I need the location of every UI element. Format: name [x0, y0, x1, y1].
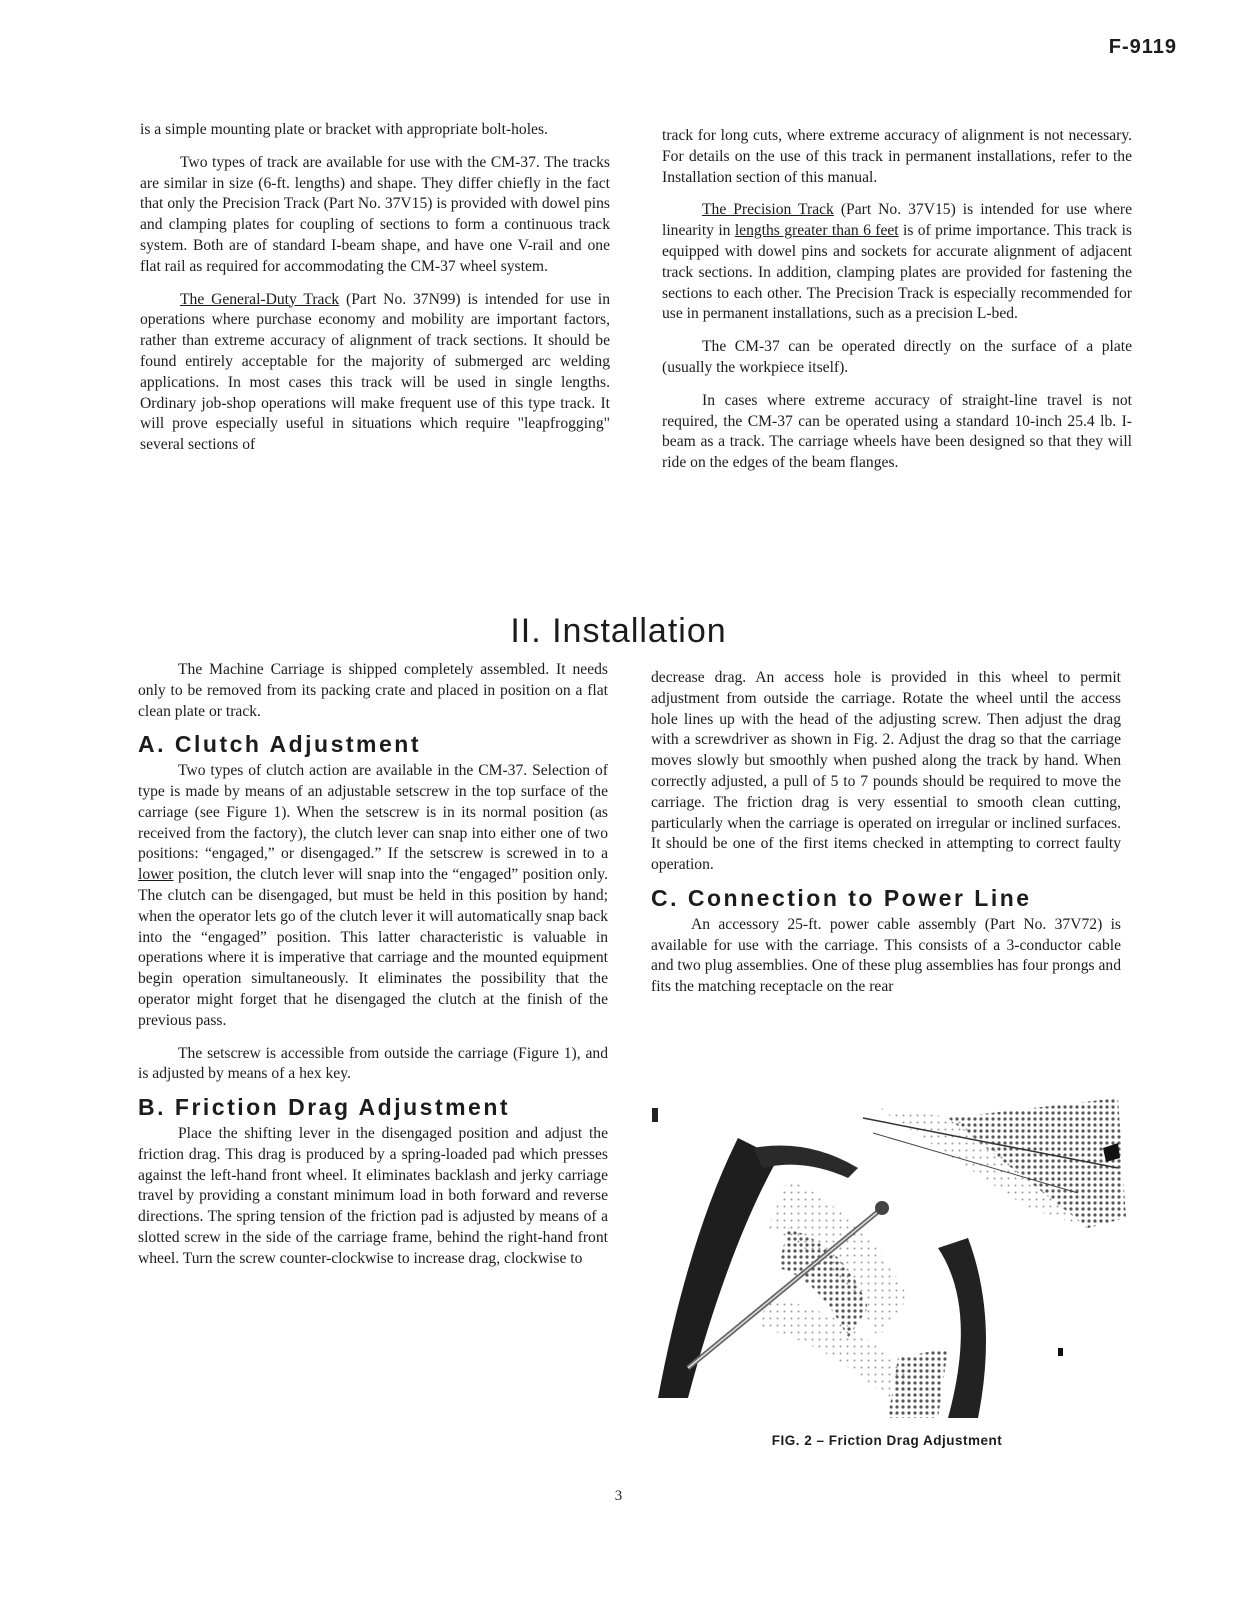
paragraph: Two types of track are available for use with the CM-37. The tracks are similar in size (6-ft. lengths) and shape. They differ chiefly in the fact that only the Precision Track (Part No. 37V15) is provided with dowel pins and clamping plates for coupling of sections to form a continuous track system. Both are of standard I-beam shape, and have one V-rail and one flat rail as required for accommodating the CM-37 wheel system.	[140, 153, 610, 275]
paragraph	[138, 761, 608, 1031]
section-title: II. Installation	[510, 612, 727, 650]
emphasis-text: lower	[138, 866, 174, 884]
paragraph	[140, 290, 610, 456]
paragraph: is a simple mounting plate or bracket with appropriate bolt-holes.	[140, 121, 548, 138]
general-duty-track-title: The General-Duty Track	[180, 290, 340, 308]
paragraph-text: (Part No. 37N99) is intended for use in operations where purchase economy and mobility are important factors, rather than extreme accuracy of alignment of track sections. It should be found entirely acceptable for the majority of submerged arc welding applications. In most cases this track will be used in single lengths. Ordinary job-shop operations will make frequent use of this type track. It will prove especially useful in situations which require "leapfrogging" several sections of	[140, 290, 611, 454]
figure-caption: FIG. 2 – Friction Drag Adjustment	[771, 1433, 1003, 1448]
paragraph-text: position, the clutch lever will snap into the “engaged” position only. The clutch can be disengaged, but must be held in this position by hand; when the operator lets go of the clutch lever it will automatically snap back into the “engaged” position. This latter characteristic is valuable in operations where it is imperative that carriage and the mounted equipment begin operation simultaneously. It eliminates the possibility that the operator might forget that he disengaged the clutch at the finish of the previous pass.	[138, 866, 608, 1029]
paragraph-text: (Part No. 37V15) is intended for use where linearity in	[662, 201, 1132, 240]
top-right-column	[662, 126, 1132, 486]
friction-drag-photo	[648, 1098, 1126, 1428]
paragraph	[662, 200, 1132, 325]
paragraph-text: Two types of clutch action are available in the CM-37. Selection of type is made by means of an adjustable setscrew in the top surface of the carriage (see Figure 1). When the setscrew is in its normal position (as received from the factory), the clutch lever can snap into either one of two positions: “engaged,” or disengaged.” If the setscrew is screwed in to a	[138, 762, 608, 863]
paragraph: In cases where extreme accuracy of straight-line travel is not required, the CM-37 can be operated using a standard 10-inch 25.4 lb. I-beam as a track. The carriage wheels have been designed so that they will ride on the edges of the beam flanges.	[662, 391, 1132, 472]
power-line-heading: C. Connection to Power Line	[651, 884, 1032, 911]
top-left-column	[140, 120, 610, 468]
bottom-right-column	[651, 668, 1121, 1010]
friction-drag-heading: B. Friction Drag Adjustment	[138, 1094, 511, 1121]
paragraph-text: is of prime importance. This track is equipped with dowel pins and sockets for accurate alignment of adjacent track sections. In addition, clamping plates are provided for fastening the sections to each other. The Precision Track is especially recommended for use in permanent installations, such as a precision L-bed.	[662, 222, 1132, 323]
clutch-adjustment-heading: A. Clutch Adjustment	[138, 731, 421, 758]
photo-illustration	[648, 1098, 1126, 1428]
paragraph: The Machine Carriage is shipped completely assembled. It needs only to be removed from its packing crate and placed in position on a flat clean plate or track.	[138, 661, 608, 720]
paragraph: The CM-37 can be operated directly on the surface of a plate (usually the workpiece itself).	[662, 338, 1132, 376]
precision-track-title: The Precision Track	[702, 201, 834, 219]
paragraph: Place the shifting lever in the disengaged position and adjust the friction drag. This drag is produced by a spring-loaded pad which presses against the left-hand front wheel. It eliminates backlash and jerky carriage travel by providing a constant minimum load in both forward and reverse directions. The spring tension of the friction pad is adjusted by means of a slotted screw in the side of the carriage frame, behind the right-hand front wheel. Turn the screw counter-clockwise to increase drag, clockwise to	[138, 1124, 608, 1267]
page-number: 3	[614, 1488, 623, 1504]
document-number: F-9119	[1108, 36, 1177, 58]
paragraph: An accessory 25-ft. power cable assembly (Part No. 37V72) is available for use with the carriage. This consists of a 3-conductor cable and two plug assemblies. One of these plug assemblies has four prongs and fits the matching receptacle on the rear	[651, 915, 1121, 996]
paragraph: track for long cuts, where extreme accuracy of alignment is not necessary. For details on the use of this track in permanent installations, refer to the Installation section of this manual.	[662, 127, 1132, 186]
bottom-left-column	[138, 660, 608, 1282]
emphasis-text: lengths greater than 6 feet	[734, 222, 899, 240]
paragraph: The setscrew is accessible from outside the carriage (Figure 1), and is adjusted by means of a hex key.	[138, 1044, 608, 1083]
paragraph: decrease drag. An access hole is provided in this wheel to permit adjustment from outside the carriage. Rotate the wheel until the access hole lines up with the head of the adjusting screw. Then adjust the drag with a screwdriver as shown in Fig. 2. Adjust the drag so that the carriage moves slowly but smoothly when pushed along the track by hand. When correctly adjusted, a pull of 5 to 7 pounds should be required to move the carriage. The friction drag is very essential to smooth clean cutting, particularly when the carriage is operated on irregular or inclined surfaces. It should be one of the first items checked in attempting to correct faulty operation.	[651, 669, 1121, 874]
